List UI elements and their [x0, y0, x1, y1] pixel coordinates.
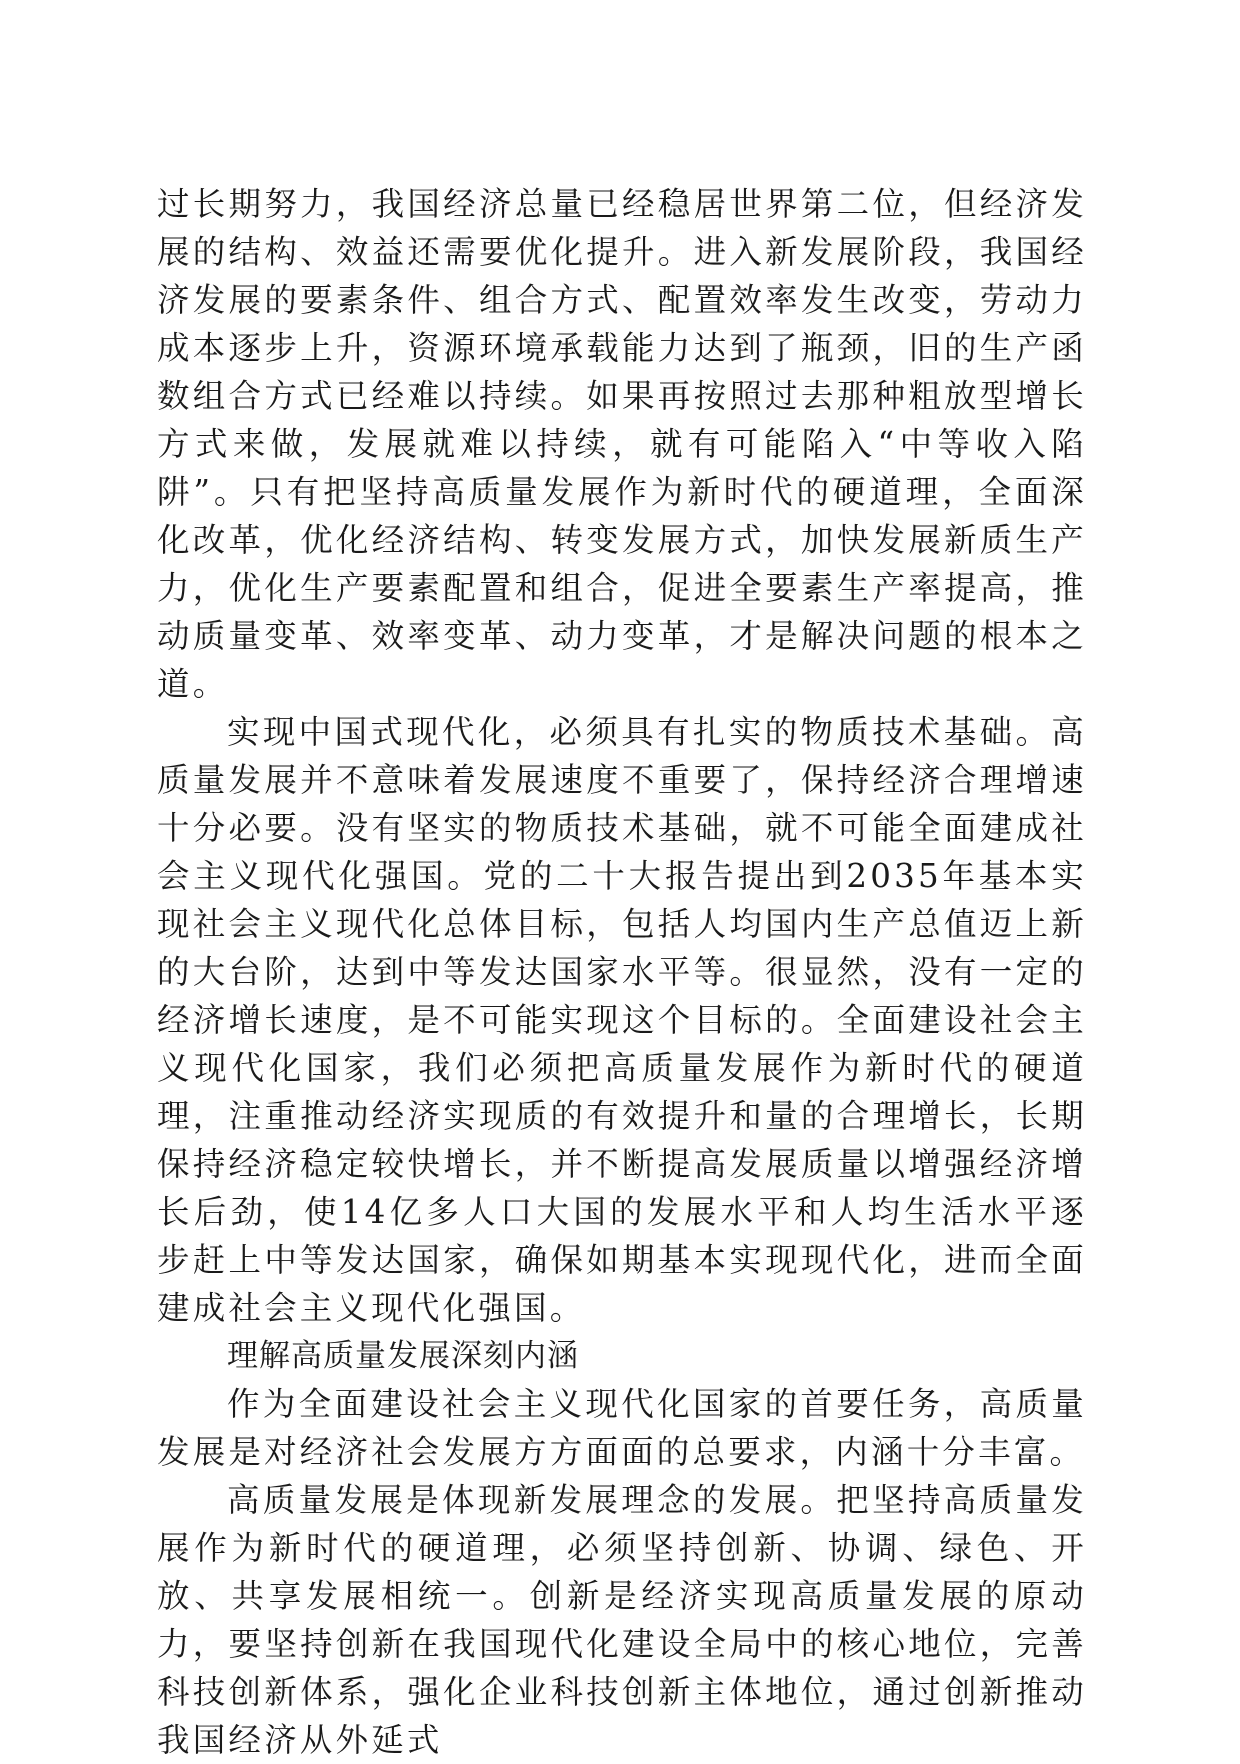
- section-heading: 理解高质量发展深刻内涵: [227, 1338, 579, 1374]
- body-paragraph-continued: 过长期努力，我国经济总量已经稳居世界第二位，但经济发展的结构、效益还需要优化提升。进入新发展阶段，我国经济发展的要素条件、组合方式、配置效率发生改变，劳动力成本逐步上升，资源环境承载能力达到了瓶颈，旧的生产函数组合方式已经难以持续。如果再按照过去那种粗放型增长方式来做，发展就难以持续，就有可能陷入“中等收入陷阱”。只有把坚持高质量发展作为新时代的硬道理，全面深化改革，优化经济结构、转变发展方式，加快发展新质生产力，优化生产要素配置和组合，促进全要素生产率提高，推动质量变革、效率变革、动力变革，才是解决问题的根本之道。: [157, 185, 1087, 703]
- document-page: [157, 180, 1087, 1764]
- body-paragraph: 高质量发展是体现新发展理念的发展。把坚持高质量发展作为新时代的硬道理，必须坚持创新、协调、绿色、开放、共享发展相统一。创新是经济实现高质量发展的原动力，要坚持创新在我国现代化建设全局中的核心地位，完善科技创新体系，强化企业科技创新主体地位，通过创新推动我国经济从外延式: [157, 1481, 1087, 1759]
- body-paragraph: 作为全面建设社会主义现代化国家的首要任务，高质量发展是对经济社会发展方方面面的总要求，内涵十分丰富。: [157, 1385, 1087, 1471]
- body-paragraph: 实现中国式现代化，必须具有扎实的物质技术基础。高质量发展并不意味着发展速度不重要了，保持经济合理增速十分必要。没有坚实的物质技术基础，就不可能全面建成社会主义现代化强国。党的二十大报告提出到2035年基本实现社会主义现代化总体目标，包括人均国内生产总值迈上新的大台阶，达到中等发达国家水平等。很显然，没有一定的经济增长速度，是不可能实现这个目标的。全面建设社会主义现代化国家，我们必须把高质量发展作为新时代的硬道理，注重推动经济实现质的有效提升和量的合理增长，长期保持经济稳定较快增长，并不断提高发展质量以增强经济增长后劲，使14亿多人口大国的发展水平和人均生活水平逐步赶上中等发达国家，确保如期基本实现现代化，进而全面建成社会主义现代化强国。: [157, 713, 1087, 1327]
